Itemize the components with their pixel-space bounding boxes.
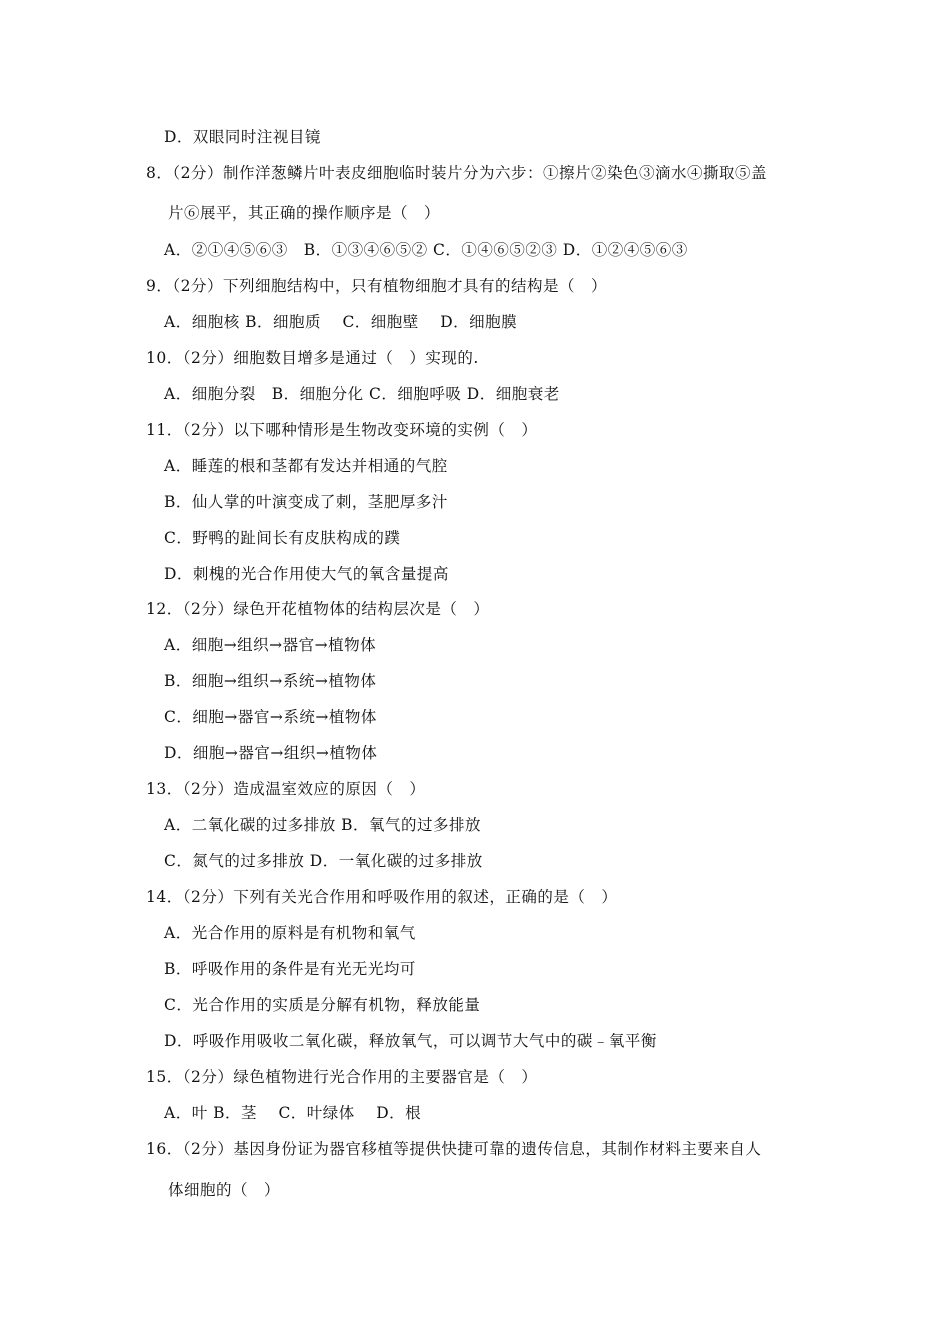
q14-option-a: A．光合作用的原料是有机物和氧气 (164, 924, 416, 942)
q7-option-d: D．双眼同时注视目镜 (164, 128, 321, 146)
q11-stem: 11．（2分）以下哪种情形是生物改变环境的实例（ ） (146, 421, 538, 439)
q13-options-ab: A．二氧化碳的过多排放 B．氧气的过多排放 (164, 816, 482, 834)
q10-stem: 10．（2分）细胞数目增多是通过（ ）实现的. (146, 349, 479, 367)
q11-option-d: D．刺槐的光合作用使大气的氧含量提高 (164, 565, 449, 583)
q14-option-b: B．呼吸作用的条件是有光无光均可 (164, 960, 416, 978)
q13-stem: 13．（2分）造成温室效应的原因（ ） (146, 780, 426, 798)
q15-options: A．叶 B．茎 C．叶绿体 D．根 (164, 1104, 422, 1122)
q13-options-cd: C．氮气的过多排放 D．一氧化碳的过多排放 (164, 852, 483, 870)
q14-option-c: C．光合作用的实质是分解有机物，释放能量 (164, 996, 481, 1014)
q8-stem: 8．（2分）制作洋葱鳞片叶表皮细胞临时装片分为六步：①擦片②染色③滴水④撕取⑤盖 (146, 164, 767, 182)
q12-option-d: D．细胞→器官→组织→植物体 (164, 744, 378, 762)
q12-stem: 12．（2分）绿色开花植物体的结构层次是（ ） (146, 600, 490, 618)
q11-option-a: A．睡莲的根和茎都有发达并相通的气腔 (164, 457, 448, 475)
q14-option-d: D．呼吸作用吸收二氧化碳，释放氧气，可以调节大气中的碳﹣氧平衡 (164, 1032, 657, 1050)
q12-option-a: A．细胞→组织→器官→植物体 (164, 636, 377, 654)
q14-stem: 14．（2分）下列有关光合作用和呼吸作用的叙述，正确的是（ ） (146, 888, 618, 906)
q8-stem-continued: 片⑥展平，其正确的操作顺序是（ ） (168, 204, 441, 222)
q12-option-b: B．细胞→组织→系统→植物体 (164, 672, 377, 690)
q9-stem: 9．（2分）下列细胞结构中，只有植物细胞才具有的结构是（ ） (146, 277, 607, 295)
q11-option-b: B．仙人掌的叶演变成了刺，茎肥厚多汁 (164, 493, 448, 511)
q16-stem: 16．（2分）基因身份证为器官移植等提供快捷可靠的遗传信息，其制作材料主要来自人 (146, 1140, 762, 1158)
q15-stem: 15．（2分）绿色植物进行光合作用的主要器官是（ ） (146, 1068, 538, 1086)
q9-options: A．细胞核 B．细胞质 C．细胞壁 D．细胞膜 (164, 313, 518, 331)
q11-option-c: C．野鸭的趾间长有皮肤构成的蹼 (164, 529, 401, 547)
q12-option-c: C．细胞→器官→系统→植物体 (164, 708, 377, 726)
q10-options: A．细胞分裂 B．细胞分化 C．细胞呼吸 D．细胞衰老 (164, 385, 560, 403)
q16-stem-continued: 体细胞的（ ） (168, 1181, 281, 1199)
q8-options: A．②①④⑤⑥③ B．①③④⑥⑤② C．①④⑥⑤②③ D．①②④⑤⑥③ (164, 241, 688, 259)
